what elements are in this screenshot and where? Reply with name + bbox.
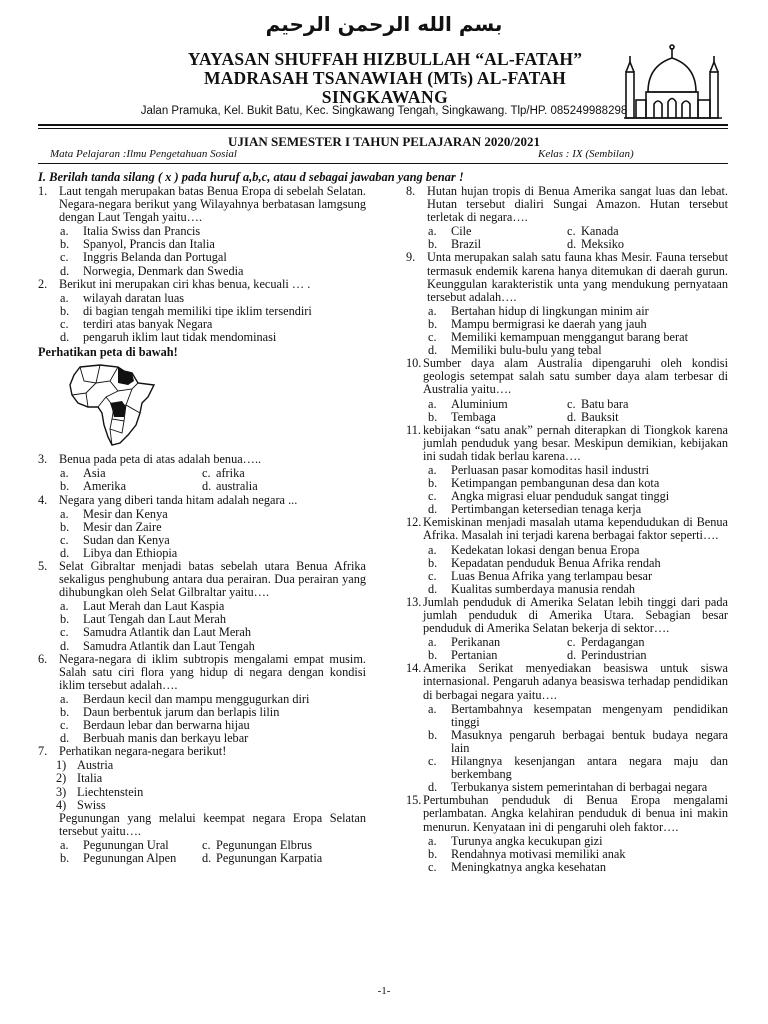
option-letter: b. — [428, 409, 438, 424]
question-text: Jumlah penduduk di Amerika Selatan lebih tinggi dari pada jumlah penduduk di Amerika Utara. Sebagian besar penduduk di Amerika Selatan bekerja di sektor…. — [423, 594, 728, 636]
school-city: SINGKAWANG — [321, 87, 449, 107]
option-letter: a. — [428, 224, 437, 239]
option-text: Perindustrian — [581, 648, 647, 663]
option-letter: c. — [60, 532, 69, 547]
option-a[interactable] — [406, 305, 728, 318]
option-c[interactable] — [406, 570, 728, 583]
option-letter: a. — [60, 290, 69, 305]
question-number: 13. — [406, 594, 422, 609]
option-letter: b. — [60, 237, 70, 252]
option-letter: d. — [428, 502, 438, 517]
list-text: Austria — [77, 758, 114, 773]
question-2 — [38, 278, 366, 291]
left-column — [38, 185, 366, 865]
list-text: Swiss — [77, 797, 106, 812]
option-b[interactable] — [406, 848, 728, 861]
option-a[interactable] — [406, 398, 567, 411]
subject-label: Mata Pelajaran :Ilmu Pengetahuan Sosial — [50, 148, 237, 160]
question-10 — [406, 357, 728, 396]
option-text: Pegunungan Elbrus — [216, 837, 312, 852]
option-text: Perikanan — [451, 635, 501, 650]
question-15 — [406, 794, 728, 833]
question-14 — [406, 662, 728, 701]
foundation-name: YAYASAN SHUFFAH HIZBULLAH “AL-FATAH” — [187, 49, 583, 69]
option-d[interactable] — [38, 547, 366, 560]
option-text: australia — [216, 479, 258, 494]
question-text: Sumber daya alam Australia dipengaruhi oleh kondisi geologis setempat salah satu sumber daya alam terbesar di Australia yaitu…. — [423, 356, 728, 397]
option-letter: c. — [428, 859, 437, 874]
option-d[interactable] — [38, 265, 366, 278]
question-number: 10. — [406, 356, 422, 371]
option-letter: d. — [567, 648, 577, 663]
option-text: Cile — [451, 224, 472, 239]
option-b[interactable] — [406, 557, 728, 570]
question-text: Kemiskinan menjadi masalah utama kependudukan di Benua Afrika. Masalah ini terjadi karena berbagai faktor seperti…. — [423, 515, 728, 543]
option-letter: d. — [202, 851, 212, 866]
option-text: Samudra Atlantik dan Laut Tengah — [83, 638, 255, 653]
option-letter: c. — [60, 316, 69, 331]
option-letter: c. — [202, 466, 211, 481]
option-c[interactable] — [38, 534, 366, 547]
option-b[interactable] — [38, 305, 366, 318]
question-text: Negara yang diberi tanda hitam adalah negara ... — [59, 492, 298, 507]
option-text: Turunya angka kecukupan gizi — [451, 833, 603, 848]
page-number: -1- — [377, 985, 391, 997]
option-letter: d. — [60, 263, 70, 278]
question-number: 5. — [38, 558, 48, 573]
question-11 — [406, 424, 728, 463]
question-9 — [406, 251, 728, 303]
question-number: 11. — [406, 422, 421, 437]
option-text: Brazil — [451, 237, 482, 252]
question-6 — [38, 653, 366, 692]
option-text: Berdaun lebar dan berwarna hijau — [83, 718, 250, 733]
option-text: Sudan dan Kenya — [83, 532, 170, 547]
option-letter: d. — [428, 343, 438, 358]
option-letter: d. — [60, 638, 70, 653]
africa-map-icon — [66, 363, 158, 447]
option-letter: a. — [60, 224, 69, 239]
question-text: Berikut ini merupakan ciri khas benua, kecuali … . — [59, 276, 311, 291]
right-column — [406, 185, 728, 874]
option-d[interactable] — [38, 331, 366, 344]
question-1 — [38, 185, 366, 224]
question-text: kebijakan “satu anak” pernah diterapkan di Tiongkok karena jumlah penduduk yang besar. Meskipun demikian, kebijakan ini sudah tidak berlau karena…. — [423, 422, 728, 463]
option-b[interactable] — [406, 729, 728, 755]
option-letter: a. — [428, 542, 437, 557]
basmala: بسم الله الرحمن الرحيم — [265, 12, 503, 36]
option-d[interactable] — [202, 480, 366, 493]
option-letter: a. — [60, 599, 69, 614]
option-text: Aluminium — [451, 396, 508, 411]
option-letter: b. — [60, 519, 70, 534]
option-letter: c. — [567, 635, 576, 650]
list-number: 3) — [56, 784, 67, 799]
option-letter: c. — [60, 250, 69, 265]
option-b[interactable] — [38, 521, 366, 534]
option-letter: b. — [428, 846, 438, 861]
question-text: Pertumbuhan penduduk di Benua Eropa mengalami perlambatan. Angka kelahiran penduduk di benua ini makin menurun. Kenyataan ini di pengaruhi oleh faktor…. — [423, 793, 728, 834]
question-text: Unta merupakan salah satu fauna khas Mesir. Fauna tersebut termasuk endemik karena hanya ditemukan di daerah gurun. Keunggulan karakteristik unta yang mendukung pernyataan tersebut adalah…. — [427, 250, 728, 304]
option-letter: b. — [428, 648, 438, 663]
question-number: 7. — [38, 744, 48, 759]
question-number: 8. — [406, 184, 416, 198]
option-text: Daun berbentuk jarum dan berlapis lilin — [83, 705, 280, 719]
question-text: Benua pada peta di atas adalah benua….. — [59, 452, 262, 467]
option-letter: a. — [60, 691, 69, 706]
question-5 — [38, 560, 366, 599]
option-letter: b. — [60, 303, 70, 318]
option-letter: b. — [428, 555, 438, 570]
option-c[interactable] — [567, 398, 728, 411]
option-b[interactable] — [38, 480, 202, 493]
question-3 — [38, 453, 366, 466]
option-a[interactable] — [38, 508, 366, 521]
option-text: Pertimbangan ketersedian tenaga kerja — [451, 502, 642, 517]
option-c[interactable] — [406, 861, 728, 874]
option-text: Laut Tengah dan Laut Merah — [83, 612, 227, 627]
option-a[interactable] — [406, 703, 728, 729]
option-text: Asia — [83, 466, 106, 481]
question-text: Hutan hujan tropis di Benua Amerika sangat luas dan lebat. Hutan tersebut dialiri Sungai Amazon. Hutan tersebut terletak di negara…. — [427, 184, 728, 225]
option-text: di bagian tengah memiliki tipe iklim tersendiri — [83, 303, 312, 318]
option-letter: d. — [428, 581, 438, 596]
option-text: Terbukanya sistem pemerintahan di berbagai negara — [451, 780, 708, 795]
option-d[interactable] — [567, 411, 728, 424]
option-b[interactable] — [38, 852, 202, 865]
list-number: 4) — [56, 797, 67, 812]
option-text: Batu bara — [581, 396, 629, 411]
option-text: Laut Merah dan Laut Kaspia — [83, 599, 225, 614]
question-number: 12. — [406, 515, 422, 530]
class-label: Kelas : IX (Sembilan) — [538, 148, 634, 160]
option-text: Norwegia, Denmark dan Swedia — [83, 263, 244, 278]
option-b[interactable] — [406, 411, 567, 424]
option-row — [38, 852, 366, 865]
option-letter: d. — [60, 731, 70, 746]
option-text: Berdaun kecil dan mampu menggugurkan diri — [83, 691, 310, 706]
country-item — [38, 772, 366, 785]
option-text: Ketimpangan pembangunan desa dan kota — [451, 476, 660, 491]
option-letter: b. — [428, 476, 438, 491]
option-letter: c. — [428, 568, 437, 583]
question-number: 9. — [406, 250, 416, 265]
option-letter: a. — [428, 635, 437, 650]
map-heading: Perhatikan peta di bawah! — [38, 345, 178, 360]
option-c[interactable] — [38, 251, 366, 264]
option-c[interactable] — [38, 626, 366, 639]
option-text: Luas Benua Afrika yang terlampau besar — [451, 568, 653, 583]
option-text: Italia Swiss dan Prancis — [83, 224, 201, 239]
exam-title: UJIAN SEMESTER I TAHUN PELAJARAN 2020/2021 — [228, 134, 540, 149]
option-letter: c. — [428, 754, 437, 769]
option-letter: b. — [60, 705, 70, 719]
option-text: Berbuah manis dan berkayu lebar — [83, 731, 249, 746]
option-letter: b. — [60, 851, 70, 866]
option-letter: c. — [202, 837, 211, 852]
option-a[interactable] — [406, 544, 728, 557]
instruction: I. Berilah tanda silang ( x ) pada huruf a,b,c, atau d sebagai jawaban yang benar ! — [38, 170, 464, 184]
option-text: Kepadatan penduduk Benua Afrika rendah — [451, 555, 661, 570]
option-text: Perluasan pasar komoditas hasil industri — [451, 462, 650, 477]
question-number: 2. — [38, 276, 48, 291]
option-letter: a. — [428, 396, 437, 411]
question-text: Perhatikan negara-negara berikut! — [59, 744, 227, 759]
option-text: Libya dan Ethiopia — [83, 545, 178, 560]
option-text: Angka migrasi eluar penduduk sangat tinggi — [451, 489, 670, 504]
option-text: Memiliki bulu-bulu yang tebal — [451, 343, 602, 358]
option-letter: c. — [428, 489, 437, 504]
list-number: 1) — [56, 758, 67, 773]
option-text: Perdagangan — [581, 635, 645, 650]
option-text: Pertanian — [451, 648, 498, 663]
question-7 — [38, 745, 366, 758]
option-text: Pegunungan Ural — [83, 837, 169, 852]
option-text: terdiri atas banyak Negara — [83, 316, 213, 331]
option-text: Masuknya pengaruh berbagai bentuk budaya negara lain — [451, 727, 728, 755]
question-text: Pegunungan yang melalui keempat negara Eropa Selatan tersebut yaitu…. — [59, 810, 366, 838]
question-4 — [38, 494, 366, 507]
option-d[interactable] — [406, 583, 728, 596]
question-number: 6. — [38, 651, 48, 666]
question-text: Laut tengah merupakan batas Benua Eropa di sebelah Selatan. Negara-negara berikut yang Wilayahnya berbatasan lamgsung dengan Laut Tengah yaitu…. — [59, 184, 366, 225]
question-7-continued — [38, 812, 366, 838]
question-12 — [406, 516, 728, 542]
option-text: Tembaga — [451, 409, 496, 424]
option-text: Memiliki kemampuan menggangut barang berat — [451, 330, 688, 345]
option-text: Kanada — [581, 224, 619, 239]
option-letter: c. — [428, 330, 437, 345]
option-letter: a. — [60, 506, 69, 521]
list-text: Liechtenstein — [77, 784, 144, 799]
option-row — [406, 411, 728, 424]
option-text: Hilangnya kesenjangan antara negara maju dan berkembang — [451, 754, 728, 782]
question-number: 14. — [406, 661, 422, 676]
option-text: Meksiko — [581, 237, 625, 252]
option-letter: b. — [428, 316, 438, 331]
option-letter: a. — [428, 462, 437, 477]
option-text: Meningkatnya angka kesehatan — [451, 859, 607, 874]
option-text: Kedekatan lokasi dengan benua Eropa — [451, 542, 640, 557]
option-text: afrika — [216, 466, 245, 481]
option-letter: c. — [60, 625, 69, 640]
option-text: Mesir dan Zaire — [83, 519, 162, 534]
option-letter: b. — [428, 727, 438, 742]
country-item — [38, 786, 366, 799]
option-letter: b. — [60, 479, 70, 494]
option-letter: a. — [60, 837, 69, 852]
option-letter: d. — [428, 780, 438, 795]
question-13 — [406, 596, 728, 635]
option-letter: d. — [202, 479, 212, 494]
option-text: Bertambahnya kesempatan mengenyam pendidikan tinggi — [451, 701, 728, 729]
option-letter: b. — [428, 237, 438, 252]
option-text: pengaruh iklim laut tidak mendominasi — [83, 330, 277, 345]
option-letter: b. — [60, 612, 70, 627]
option-row — [38, 480, 366, 493]
country-item — [38, 799, 366, 812]
header-divider — [38, 124, 728, 126]
header-divider-thin — [38, 128, 728, 129]
school-name: MADRASAH TSANAWIAH (MTs) AL-FATAH — [204, 68, 566, 88]
option-text: Bauksit — [581, 409, 619, 424]
question-text: Amerika Serikat menyediakan beasiswa untuk siswa internasional. Pengaruh adanya beasiswa terhadap pendidikan di berbagai negara yaitu…. — [423, 661, 728, 702]
option-d[interactable] — [202, 852, 366, 865]
option-text: Inggris Belanda dan Portugal — [83, 250, 227, 265]
option-text: Mampu bermigrasi ke daerah yang jauh — [451, 316, 647, 331]
option-letter: c. — [567, 396, 576, 411]
option-text: Rendahnya motivasi memiliki anak — [451, 846, 626, 861]
question-number: 1. — [38, 184, 48, 198]
option-text: wilayah daratan luas — [83, 290, 185, 305]
option-a[interactable] — [38, 292, 366, 305]
option-letter: c. — [60, 718, 69, 733]
option-letter: a. — [428, 833, 437, 848]
school-address: Jalan Pramuka, Kel. Bukit Batu, Kec. Singkawang Tengah, Singkawang. Tlp/HP. 085249988298 — [140, 105, 628, 117]
question-text: Negara-negara di iklim subtropis mengalami empat musim. Salah satu ciri flora yang hidup di negara dengan kondisi iklim tersebut adalah…. — [59, 651, 366, 692]
option-letter: a. — [428, 303, 437, 318]
option-letter: d. — [567, 237, 577, 252]
option-text: Samudra Atlantik dan Laut Merah — [83, 625, 252, 640]
option-c[interactable] — [406, 755, 728, 781]
option-text: Amerika — [83, 479, 127, 494]
list-text: Italia — [77, 771, 103, 786]
option-text: Spanyol, Prancis dan Italia — [83, 237, 215, 252]
option-text: Mesir dan Kenya — [83, 506, 168, 521]
question-number: 15. — [406, 793, 422, 808]
option-letter: c. — [567, 224, 576, 239]
option-row — [406, 398, 728, 411]
question-8 — [406, 185, 728, 224]
option-d[interactable] — [38, 640, 366, 653]
option-letter: a. — [428, 701, 437, 716]
title-divider — [38, 163, 728, 164]
question-number: 3. — [38, 452, 48, 467]
option-letter: d. — [60, 545, 70, 560]
option-text: Pegunungan Alpen — [83, 851, 177, 866]
option-text: Kualitas sumberdaya manusia rendah — [451, 581, 636, 596]
option-letter: d. — [60, 330, 70, 345]
question-text: Selat Gibraltar menjadi batas sebelah utara Benua Afrika sekaligus penghubung antara dua perairan. Dua perairan yang dihubungkan oleh Selat Gilbraltar yaitu…. — [59, 558, 366, 600]
option-letter: a. — [60, 466, 69, 481]
option-text: Bertahan hidup di lingkungan minim air — [451, 303, 649, 318]
option-a[interactable] — [406, 835, 728, 848]
list-number: 2) — [56, 771, 67, 786]
question-number: 4. — [38, 492, 48, 507]
option-text: Pegunungan Karpatia — [216, 851, 323, 866]
option-letter: d. — [567, 409, 577, 424]
